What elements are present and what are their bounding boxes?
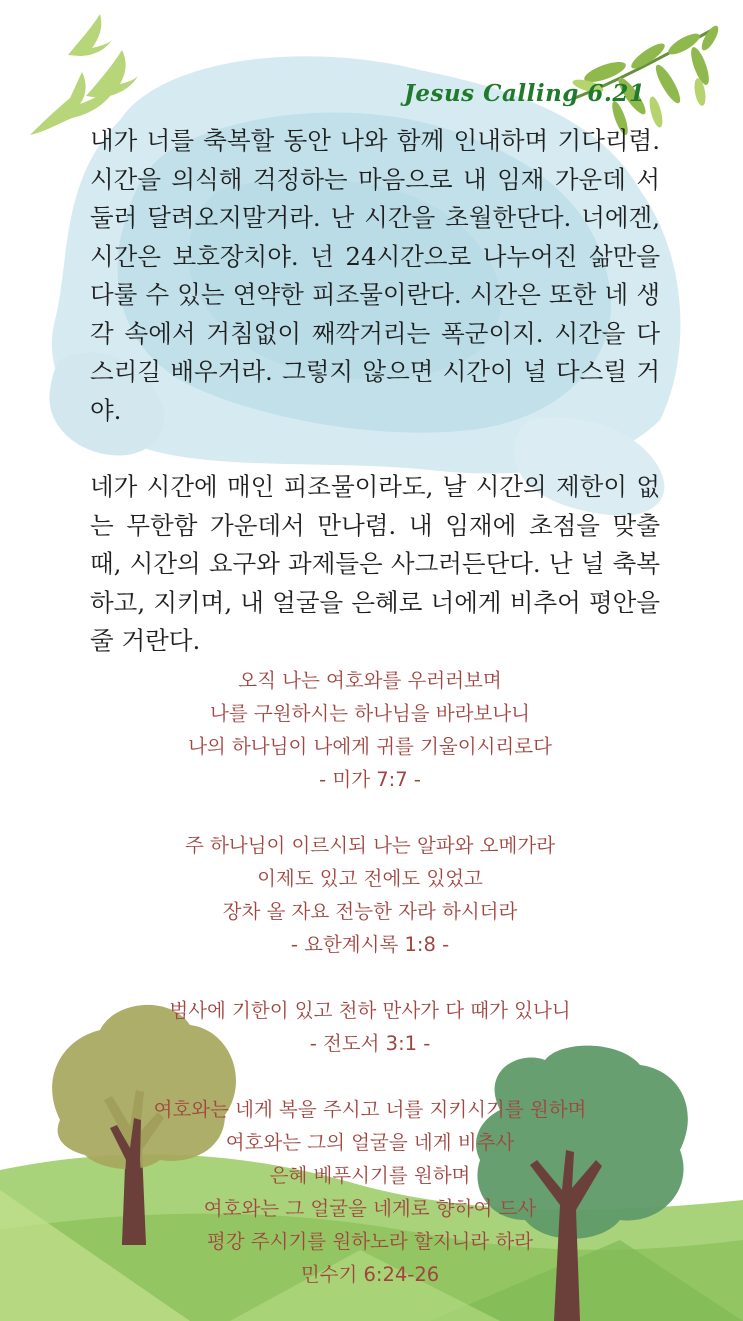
verse-line: 나를 구원하시는 하나님을 바라보나니 — [210, 702, 530, 725]
verse-block — [80, 829, 660, 961]
verse-line: 주 하나님이 이르시되 나는 알파와 오메가라 — [184, 834, 556, 857]
verse-line: 여호와는 네게 복을 주시고 너를 지키시기를 원하며 — [153, 1098, 587, 1121]
verse-block — [80, 1093, 660, 1291]
verse-line: 범사에 기한이 있고 천하 만사가 다 때가 있나니 — [169, 999, 571, 1022]
verse-line: 나의 하나님이 나에게 귀를 기울이시리로다 — [188, 735, 552, 758]
verse-reference: 민수기 6:24-26 — [300, 1263, 440, 1286]
verse-block — [80, 994, 660, 1060]
verse-line: 은혜 베푸시기를 원하며 — [269, 1164, 471, 1187]
scripture-verses — [80, 664, 660, 1291]
verse-reference: - 전도서 3:1 - — [309, 1032, 431, 1055]
verse-line: 오직 나는 여호와를 우러러보며 — [238, 669, 502, 692]
devotion-paragraph: 내가 너를 축복할 동안 나와 함께 인내하며 기다리렴. 시간을 의식해 걱정하는 마음으로 내 임재 가운데 서둘러 달려오지말거라. 난 시간을 초월한단다. 너에겐, 시간은 보호장치야. 넌 24시간으로 나누어진 삶만을 다룰 수 있는 연약한 피조물이란다. 시간은 또한 네 생각 속에서 거침없이 째깍거리는 폭군이지. 시간을 다스리길 배우거라. 그렇지 않으면 시간이 널 다스릴 거야. — [90, 126, 660, 425]
verse-line: 여호와는 그의 얼굴을 네게 비추사 — [225, 1131, 515, 1154]
verse-line: 장차 올 자요 전능한 자라 하시더라 — [222, 900, 518, 923]
verse-line: 평강 주시기를 원하노라 할지니라 하라 — [206, 1230, 534, 1253]
devotion-text — [90, 122, 660, 661]
birds-decoration — [30, 14, 138, 135]
verse-line: 여호와는 그 얼굴을 네게로 향하여 드사 — [203, 1197, 537, 1220]
verse-reference: - 요한계시록 1:8 - — [290, 933, 450, 956]
verse-line: 이제도 있고 전에도 있었고 — [257, 867, 483, 890]
devotion-paragraph: 네가 시간에 매인 피조물이라도, 날 시간의 제한이 없는 무한함 가운데서 만나렴. 내 임재에 초점을 맞출 때, 시간의 요구와 과제들은 사그러든단다. 난 널 축복하고, 지키며, 내 얼굴을 은혜로 너에게 비추어 평안을 줄 거란다. — [90, 472, 660, 655]
page-title: Jesus Calling 6.21 — [404, 80, 646, 107]
verse-block — [80, 664, 660, 796]
verse-reference: - 미가 7:7 - — [319, 768, 421, 791]
